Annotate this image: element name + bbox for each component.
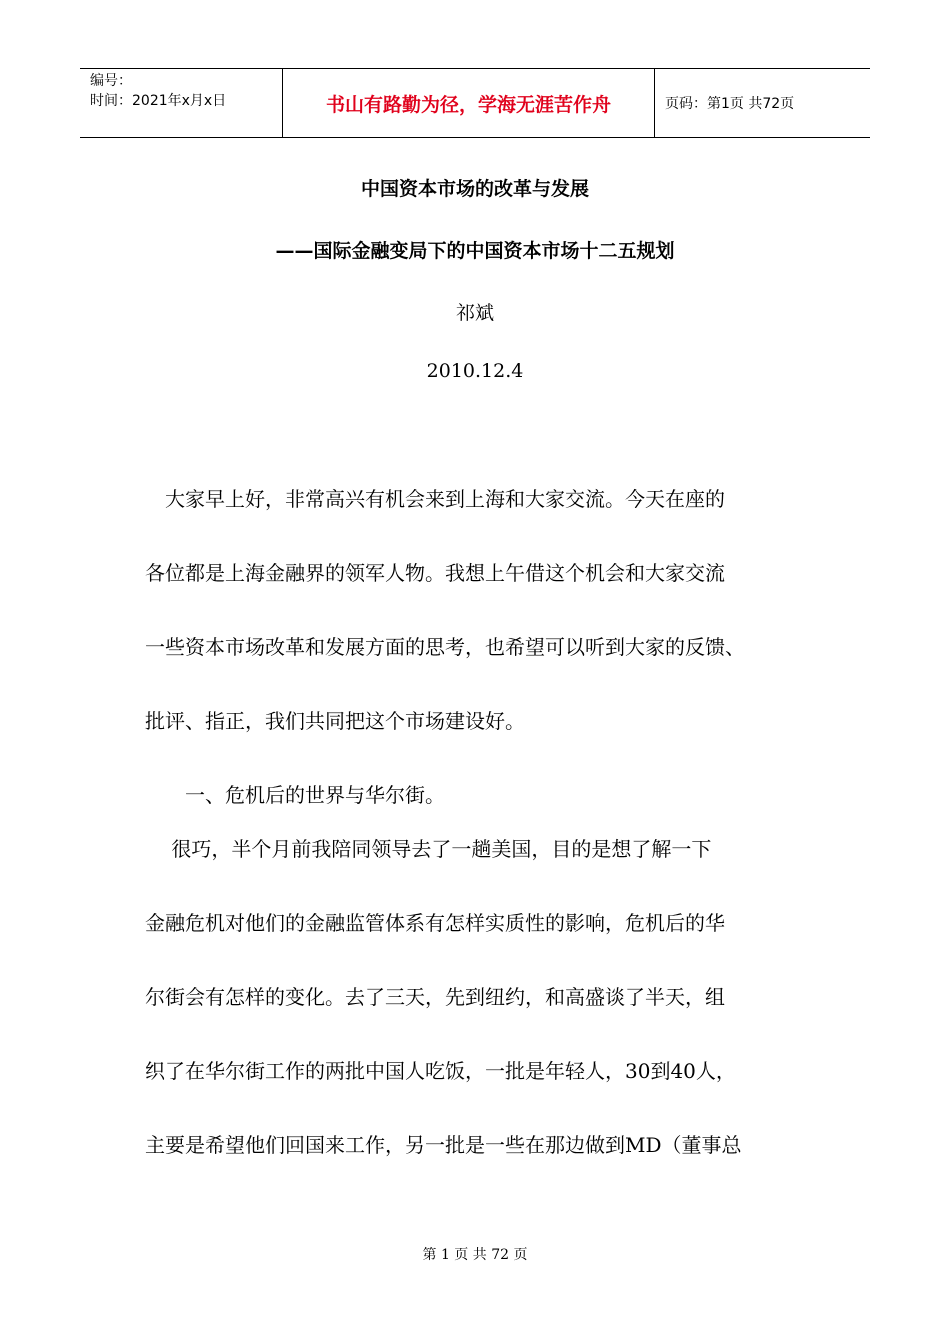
section-heading-text: 一、危机后的世界与华尔街。 xyxy=(145,783,445,807)
document-subtitle: ——国际金融变局下的中国资本市场十二五规划 xyxy=(275,240,675,262)
document-author: 祁斌 xyxy=(455,302,494,324)
paragraph-line: 各位都是上海金融界的领军人物。我想上午借这个机会和大家交流 xyxy=(145,561,725,585)
header-motto: 书山有路勤为径，学海无涯苦作舟 xyxy=(282,69,655,137)
paragraph-line: 很巧，半个月前我陪同领导去了一趟美国，目的是想了解一下 xyxy=(145,837,712,861)
paragraph-line: 大家早上好，非常高兴有机会来到上海和大家交流。今天在座的 xyxy=(145,487,725,511)
body-paragraph-1 xyxy=(145,462,825,758)
paragraph-line: 一些资本市场改革和发展方面的思考，也希望可以听到大家的反馈、 xyxy=(145,635,745,659)
page-header xyxy=(80,68,870,138)
document-date: 2010.12.4 xyxy=(426,360,524,382)
paragraph-line: 主要是希望他们回国来工作，另一批是一些在那边做到MD（董事总 xyxy=(145,1133,742,1157)
paragraph-line: 批评、指正，我们共同把这个市场建设好。 xyxy=(145,709,525,733)
paragraph-line: 织了在华尔街工作的两批中国人吃饭，一批是年轻人，30到40人， xyxy=(145,1059,736,1083)
page-footer: 第 1 页 共 72 页 xyxy=(422,1247,528,1263)
time-label: 时间：2021年x月x日 xyxy=(90,93,227,109)
header-page-info: 页码：第1页 共72页 xyxy=(665,96,795,112)
header-meta xyxy=(80,69,282,137)
paragraph-line: 金融危机对他们的金融监管体系有怎样实质性的影响，危机后的华 xyxy=(145,911,725,935)
paragraph-line: 尔街会有怎样的变化。去了三天，先到纽约，和高盛谈了半天，组 xyxy=(145,985,725,1009)
document-title: 中国资本市场的改革与发展 xyxy=(360,178,589,200)
number-label: 编号： xyxy=(90,73,132,89)
body-paragraph-2 xyxy=(145,812,825,1182)
